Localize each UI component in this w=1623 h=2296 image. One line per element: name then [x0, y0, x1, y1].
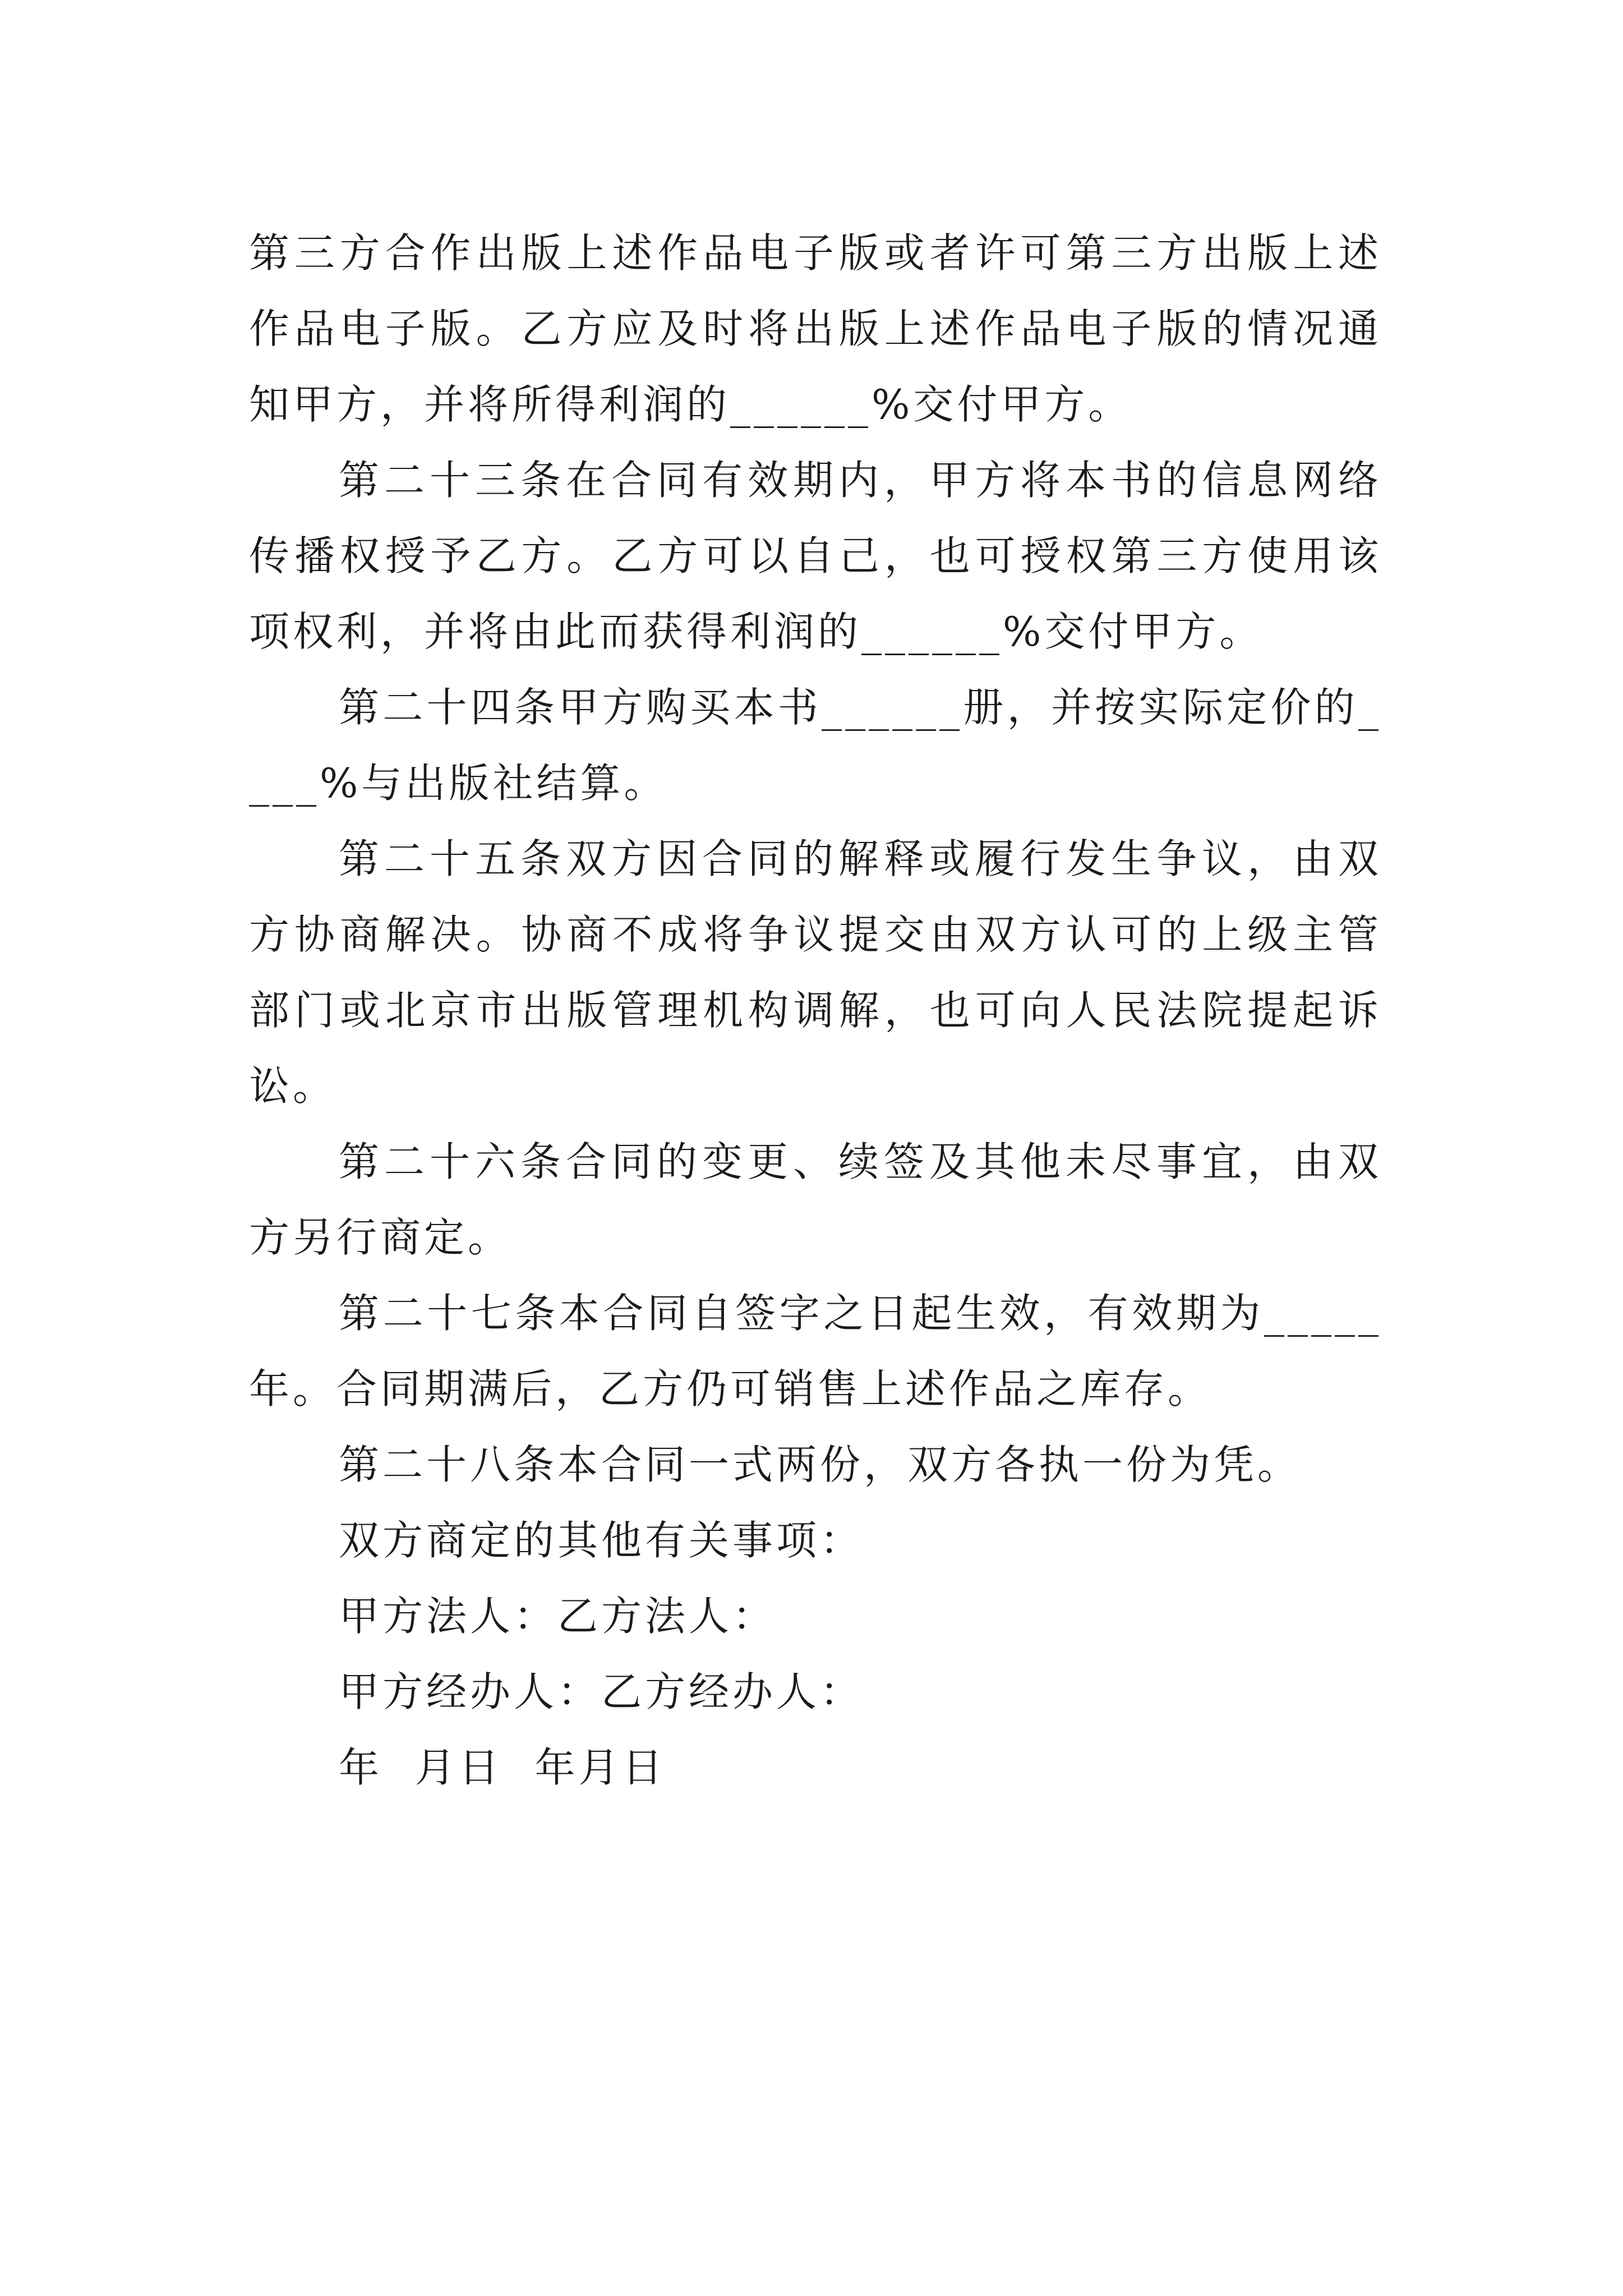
- article-23: 第二十三条在合同有效期内，甲方将本书的信息网络传播权授予乙方。乙方可以自己，也可授权第三方使用该项权利，并将由此而获得利润的______%交付甲方。: [249, 457, 1382, 655]
- other-matters: 双方商定的其他有关事项：: [339, 1517, 864, 1564]
- dates-line: 年 月日 年月日: [339, 1744, 666, 1791]
- article-24: 第二十四条甲方购买本书______册，并按实际定价的____%与出版社结算。: [249, 684, 1382, 807]
- paragraph-continuation: 第三方合作出版上述作品电子版或者许可第三方出版上述作品电子版。乙方应及时将出版上述作品电子版的情况通知甲方，并将所得利润的______%交付甲方。: [249, 229, 1382, 428]
- article-27: 第二十七条本合同自签字之日起生效，有效期为_____年。合同期满后，乙方仍可销售上述作品之库存。: [249, 1290, 1382, 1412]
- agents-line: 甲方经办人：乙方经办人：: [339, 1668, 864, 1715]
- article-25: 第二十五条双方因合同的解释或履行发生争议，由双方协商解决。协商不成将争议提交由双方认可的上级主管部门或北京市出版管理机构调解，也可向人民法院提起诉讼。: [249, 835, 1382, 1110]
- legal-persons-line: 甲方法人：乙方法人：: [339, 1593, 777, 1640]
- article-26: 第二十六条合同的变更、续签及其他未尽事宜，由双方另行商定。: [249, 1138, 1382, 1261]
- contract-body: [249, 215, 1382, 1806]
- article-28: 第二十八条本合同一式两份，双方各执一份为凭。: [339, 1441, 1302, 1488]
